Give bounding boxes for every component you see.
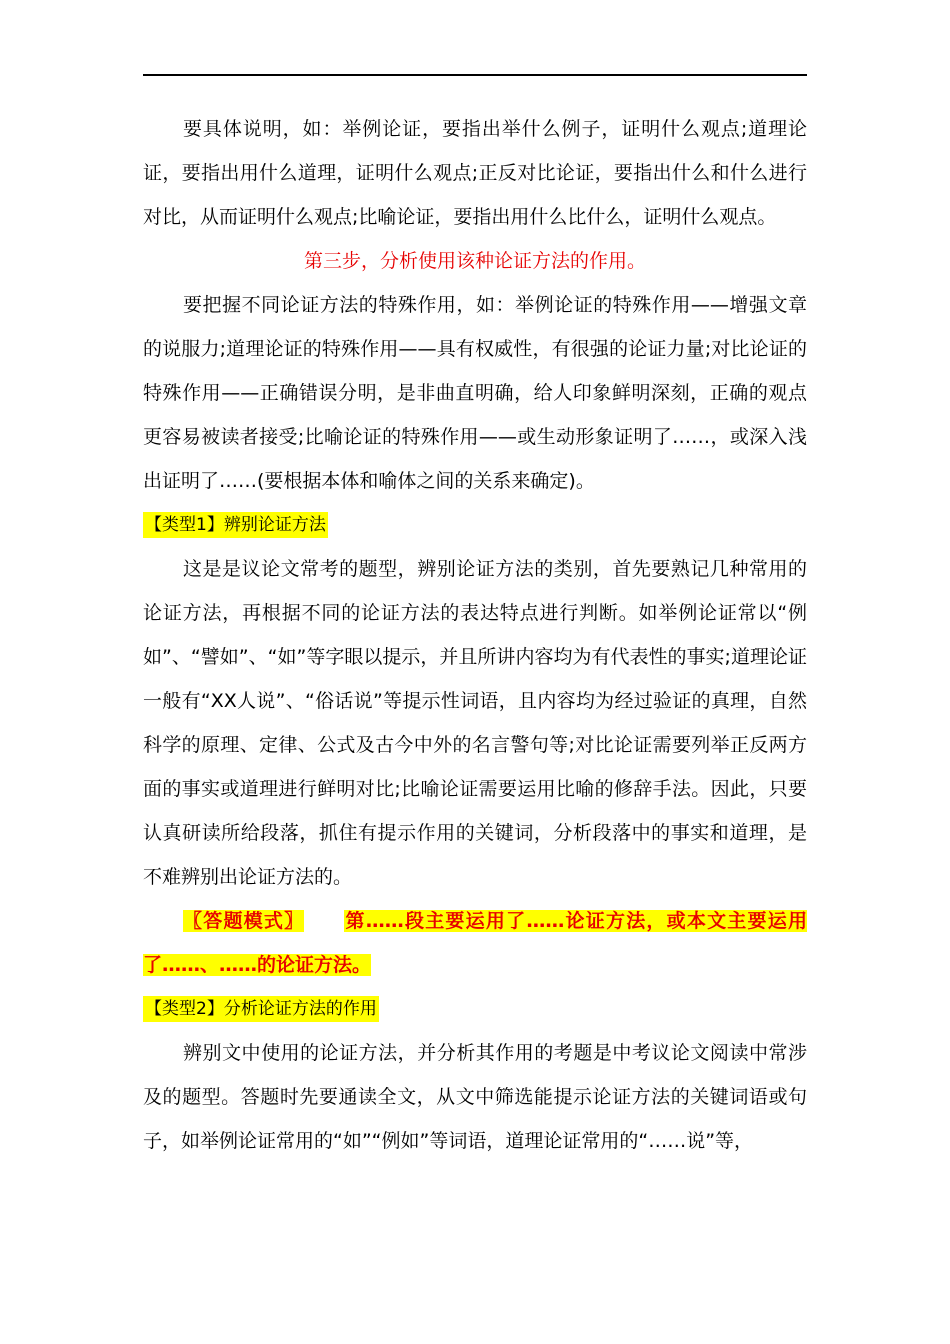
type1-label: 【类型1】辨别论证方法: [143, 512, 328, 538]
type2-heading: [143, 987, 807, 1031]
paragraph-identify-methods: 这是是议论文常考的题型，辨别论证方法的类别，首先要熟记几种常用的论证方法，再根据不同的论证方法的表达特点进行判断。如举例论证常以“例如”、“譬如”、“如”等字眼以提示，并且所讲内容均为有代表性的事实;道理论证一般有“XX人说”、“俗话说”等提示性词语，且内容均为经过验证的真理，自然科学的原理、定律、公式及古今中外的名言警句等;对比论证需要列举正反两方面的事实或道理进行鲜明对比;比喻论证需要运用比喻的修辞手法。因此，只要认真研读所给段落，抓住有提示作用的关键词，分析段落中的事实和道理，是不难辨别出论证方法的。: [143, 558, 807, 888]
paragraph-method-effects: 要把握不同论证方法的特殊作用，如：举例论证的特殊作用——增强文章的说服力;道理论证的特殊作用——具有权威性，有很强的论证力量;对比论证的特殊作用——正确错误分明，是非曲直明确，给人印象鲜明深刻，正确的观点更容易被读者接受;比喻论证的特殊作用——或生动形象证明了……，或深入浅出证明了……(要根据本体和喻体之间的关系来确定)。: [143, 294, 807, 492]
paragraph-analyze-effects: 辨别文中使用的论证方法，并分析其作用的考题是中考议论文阅读中常涉及的题型。答题时先要通读全文，从文中筛选能提示论证方法的关键词语或句子，如举例论证常用的“如”“例如”等词语，道理论证常用的“……说”等，: [143, 1042, 807, 1152]
document-body: [143, 107, 807, 1163]
answer-template: [143, 899, 807, 987]
type2-label: 【类型2】分析论证方法的作用: [143, 996, 379, 1022]
header-rule: [143, 74, 807, 76]
step-three-heading: 第三步，分析使用该种论证方法的作用。: [303, 250, 646, 272]
type1-heading: [143, 503, 807, 547]
paragraph-explain-method: 要具体说明，如：举例论证，要指出举什么例子，证明什么观点;道理论证，要指出用什么道理，证明什么观点;正反对比论证，要指出什么和什么进行对比，从而证明什么观点;比喻论证，要指出用什么比什么，证明什么观点。: [143, 118, 807, 228]
answer-template-text: 第……段主要运用了……论证方法，或本文主要运用了……、……的论证方法。: [143, 910, 807, 976]
answer-template-label: 〖答题模式〗: [183, 910, 305, 932]
